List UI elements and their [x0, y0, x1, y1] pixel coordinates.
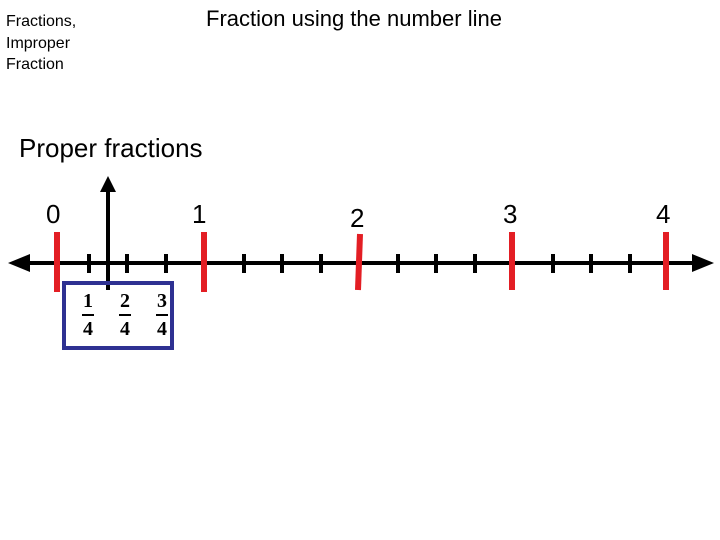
fractions-box — [62, 281, 174, 350]
section-heading: Proper fractions — [19, 133, 203, 163]
side-label-line-3: Fraction — [6, 56, 64, 73]
number-label-2: 2 — [350, 203, 365, 233]
fraction-bar — [119, 314, 131, 316]
up-arrow-icon — [100, 176, 116, 290]
fraction-denominator: 4 — [120, 318, 130, 340]
fraction-numerator: 2 — [120, 290, 130, 312]
fraction-numerator: 3 — [157, 290, 167, 312]
fraction-denominator: 4 — [157, 318, 167, 340]
fraction-numerator: 1 — [83, 290, 93, 312]
fraction-denominator: 4 — [83, 318, 93, 340]
fraction-one-quarter — [80, 291, 96, 339]
fraction-three-quarters — [154, 291, 170, 339]
fraction-bar — [82, 314, 94, 316]
fraction-two-quarters — [117, 291, 133, 339]
side-label-line-2: Improper — [6, 34, 71, 52]
side-label-line-1: Fractions, — [6, 13, 77, 30]
fraction-bar — [156, 314, 168, 316]
number-label-1: 1 — [192, 199, 207, 229]
page-title: Fraction using the number line — [206, 6, 502, 31]
number-label-0: 0 — [46, 199, 61, 229]
right-arrow-icon — [692, 254, 714, 272]
left-arrow-icon — [8, 254, 30, 272]
whole-mark-2 — [358, 234, 360, 290]
number-label-3: 3 — [503, 199, 518, 229]
number-label-4: 4 — [656, 199, 671, 229]
